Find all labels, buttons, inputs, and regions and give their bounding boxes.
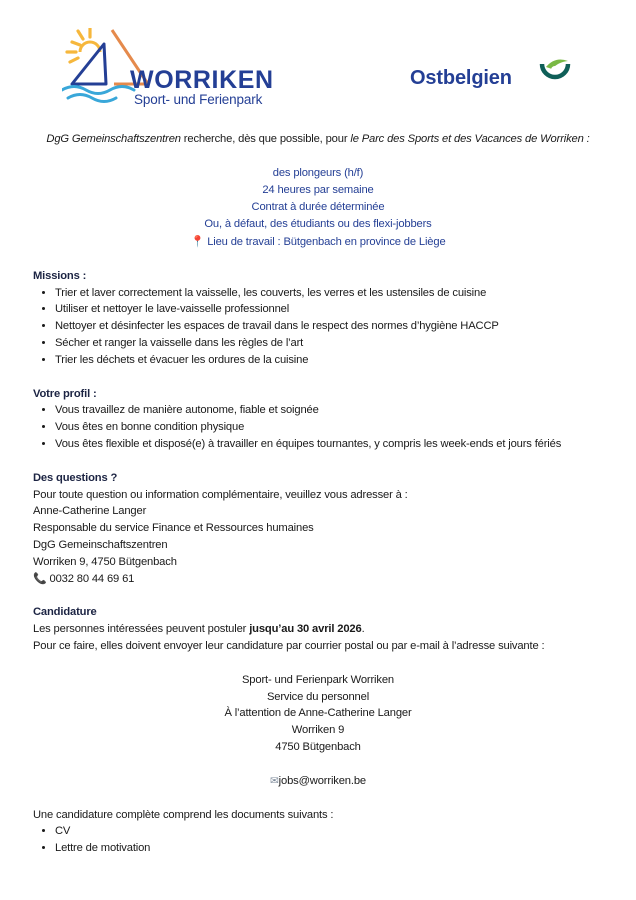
list-item: • Trier les déchets et évacuer les ordures de la cuisine bbox=[55, 352, 603, 369]
list-item: • Utiliser et nettoyer le lave-vaisselle professionnel bbox=[55, 301, 603, 318]
position-summary bbox=[33, 165, 603, 251]
deadline-date: jusqu’au 30 avril 2026 bbox=[249, 623, 362, 636]
address-line: Service du personnel bbox=[266, 690, 370, 703]
address-line: Sport- und Ferienpark Worriken bbox=[242, 673, 394, 686]
postal-address bbox=[33, 672, 603, 756]
list-item: • Vous êtes flexible et disposé(e) à travailler en équipes tournantes, y compris les week-ends et jours fériés bbox=[55, 436, 603, 453]
ostbelgien-logo bbox=[410, 54, 575, 94]
profile-heading: Votre profil : bbox=[33, 387, 97, 400]
missions-heading: Missions : bbox=[33, 269, 87, 282]
application-heading: Candidature bbox=[33, 606, 97, 619]
contact-org: DgG Gemeinschaftszentren bbox=[33, 538, 168, 551]
missions-list bbox=[33, 285, 603, 369]
contact-phone[interactable] bbox=[33, 571, 603, 588]
docs-intro: Une candidature complète comprend les documents suivants : bbox=[33, 808, 334, 821]
profile-section bbox=[33, 386, 603, 453]
deadline-pre: Les personnes intéressées peuvent postuler bbox=[33, 623, 250, 636]
application-section bbox=[33, 604, 603, 857]
list-item: • Vous travaillez de manière autonome, fiable et soignée bbox=[55, 402, 603, 419]
list-item: • Nettoyer et désinfecter les espaces de travail dans le respect des normes d’hygiène HACCP bbox=[55, 318, 603, 335]
position-alternative: Ou, à défaut, des étudiants ou des flexi-jobbers bbox=[204, 218, 432, 231]
docs-list bbox=[33, 823, 603, 857]
list-item: • Lettre de motivation bbox=[55, 840, 603, 857]
address-line: 4750 Bütgenbach bbox=[275, 740, 361, 753]
deadline-post: . bbox=[361, 623, 365, 636]
intro-paragraph bbox=[33, 131, 603, 148]
ostbelgien-emblem-icon bbox=[538, 54, 572, 84]
job-posting bbox=[33, 131, 603, 857]
intro-text: recherche, dès que possible, pour bbox=[180, 133, 351, 145]
ostbelgien-wordmark: Ostbelgien bbox=[410, 67, 512, 89]
contact-name: Anne-Catherine Langer bbox=[33, 505, 147, 518]
list-item: • Vous êtes en bonne condition physique bbox=[55, 419, 603, 436]
position-location bbox=[33, 234, 603, 251]
phone-number: 0032 80 44 69 61 bbox=[49, 572, 135, 585]
address-line: Worriken 9 bbox=[291, 724, 345, 737]
position-hours: 24 heures par semaine bbox=[262, 184, 374, 196]
contact-address: Worriken 9, 4750 Bütgenbach bbox=[33, 555, 177, 568]
worriken-subtitle: Sport- und Ferienpark bbox=[134, 92, 263, 107]
position-title: des plongeurs (h/f) bbox=[272, 166, 364, 179]
address-line: À l’attention de Anne-Catherine Langer bbox=[224, 707, 412, 720]
worriken-title: WORRIKEN bbox=[130, 66, 274, 94]
position-contract: Contrat à durée déterminée bbox=[251, 201, 385, 214]
profile-list bbox=[33, 402, 603, 452]
email-address[interactable]: jobs@worriken.be bbox=[278, 774, 366, 787]
intro-org: DgG Gemeinschaftszentren bbox=[46, 133, 181, 145]
email-line[interactable] bbox=[33, 773, 603, 790]
intro-place: le Parc des Sports et des Vacances de Worriken : bbox=[350, 133, 590, 145]
application-instructions: Pour ce faire, elles doivent envoyer leur candidature par courrier postal ou par e-mail à l’adresse suivante : bbox=[33, 639, 545, 652]
worriken-logo bbox=[62, 28, 302, 114]
questions-heading: Des questions ? bbox=[33, 471, 118, 484]
questions-intro: Pour toute question ou information complémentaire, veuillez vous adresser à : bbox=[33, 488, 408, 501]
list-item: • Sécher et ranger la vaisselle dans les règles de l’art bbox=[55, 335, 603, 352]
questions-section bbox=[33, 470, 603, 588]
application-deadline bbox=[33, 621, 603, 638]
list-item: • Trier et laver correctement la vaisselle, les couverts, les verres et les ustensiles de cuisine bbox=[55, 285, 603, 302]
mail-icon: ✉ bbox=[270, 774, 279, 787]
missions-section bbox=[33, 268, 603, 369]
location-pin-icon: 📍 bbox=[190, 235, 205, 248]
location-text: Lieu de travail : Bütgenbach en province de Liège bbox=[204, 235, 446, 248]
phone-icon: 📞 bbox=[33, 572, 47, 585]
list-item: • CV bbox=[55, 823, 603, 840]
contact-role: Responsable du service Finance et Ressources humaines bbox=[33, 522, 314, 535]
